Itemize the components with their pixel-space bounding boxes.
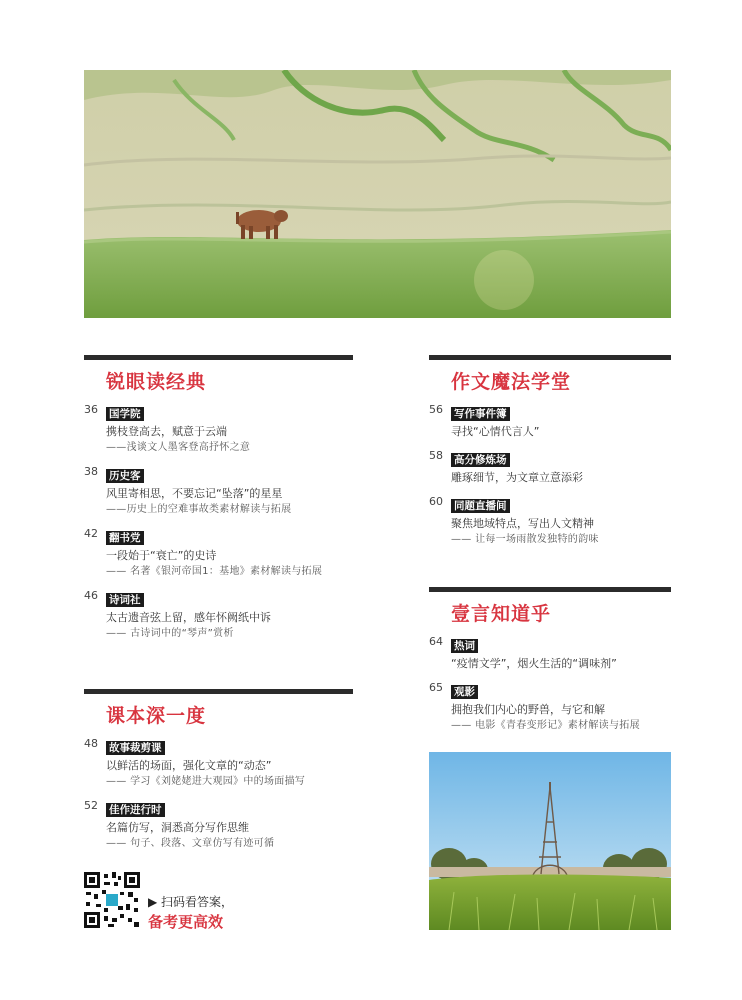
column-tag: 翻书党	[106, 531, 144, 545]
section-right-2	[429, 587, 671, 734]
column-tag: 写作事件簿	[451, 407, 510, 421]
article-title: 聚焦地域特点，写出人文精神	[451, 517, 594, 530]
page-number: 42	[84, 527, 98, 540]
page-number: 52	[84, 799, 98, 812]
toc-entry[interactable]	[429, 402, 671, 440]
article-subtitle: ——历史上的空难事故类素材解读与拓展	[106, 504, 292, 515]
section-rule	[84, 355, 353, 360]
column-tag: 诗词社	[106, 593, 144, 607]
article-subtitle: —— 让每一场雨散发独特的韵味	[451, 534, 599, 545]
section-title: 课本深一度	[106, 705, 207, 727]
qr-code[interactable]	[84, 872, 140, 928]
page-number: 60	[429, 495, 443, 508]
scan-slogan: 备考更高效	[148, 913, 224, 931]
article-title: 名篇仿写，洞悉高分写作思维	[106, 821, 249, 834]
page-number: 38	[84, 465, 98, 478]
page-number: 48	[84, 737, 98, 750]
section-rule	[429, 587, 671, 592]
page-number: 56	[429, 403, 443, 416]
toc-entry[interactable]	[84, 402, 353, 456]
toc-entry[interactable]	[84, 736, 353, 790]
article-title: 寻找“心情代言人”	[451, 425, 540, 438]
article-subtitle: —— 电影《青春变形记》素材解读与拓展	[451, 720, 640, 731]
toc-entry[interactable]	[429, 448, 671, 486]
toc-entry[interactable]	[429, 680, 671, 734]
article-title: 风里寄相思，不要忘记“坠落”的星星	[106, 487, 283, 500]
toc-entry[interactable]	[84, 526, 353, 580]
article-title: 以鲜活的场面，强化文章的“动态”	[106, 759, 272, 772]
column-tag: 历史客	[106, 469, 144, 483]
article-subtitle: —— 句子、段落、文章仿写有迹可循	[106, 838, 275, 849]
page-number: 58	[429, 449, 443, 462]
toc-entry[interactable]	[84, 464, 353, 518]
toc-entry[interactable]	[84, 798, 353, 852]
qr-code-graphic	[84, 872, 140, 928]
article-title: 拥抱我们内心的野兽，与它和解	[451, 703, 605, 716]
article-title: 太古遗音弦上留，感年怀阙纸中诉	[106, 611, 271, 624]
column-tag: 观影	[451, 685, 478, 699]
section-rule	[429, 355, 671, 360]
toc-entry[interactable]	[429, 634, 671, 672]
article-title: 一段始于“衰亡”的史诗	[106, 549, 217, 562]
section-left-2	[84, 689, 353, 852]
section-rule	[84, 689, 353, 694]
page-number: 36	[84, 403, 98, 416]
section-title: 作文魔法学堂	[451, 371, 572, 393]
column-tag: 佳作进行时	[106, 803, 165, 817]
eiffel-illustration	[429, 752, 671, 930]
article-subtitle: —— 名著《银河帝国1：基地》素材解读与拓展	[106, 566, 323, 577]
section-title: 锐眼读经典	[106, 371, 207, 393]
section-title: 壹言知道乎	[451, 603, 552, 625]
article-subtitle: —— 学习《刘姥姥进大观园》中的场面描写	[106, 776, 306, 787]
column-tag: 高分修炼场	[451, 453, 510, 467]
article-title: 携枝登高去，赋意于云端	[106, 425, 227, 438]
column-tag: 故事裁剪课	[106, 741, 165, 755]
scan-prompt: ▶ 扫码看答案，	[148, 895, 234, 909]
page-number: 64	[429, 635, 443, 648]
grassland-illustration	[84, 70, 671, 318]
column-tag: 国学院	[106, 407, 144, 421]
article-title: 雕琢细节，为文章立意添彩	[451, 471, 583, 484]
toc-entry[interactable]	[429, 494, 671, 548]
article-subtitle: —— 古诗词中的“琴声”赏析	[106, 628, 234, 639]
hero-photo-grassland-cow	[84, 70, 671, 318]
eiffel-tower-photo	[429, 752, 671, 930]
article-title: “疫情文学”，烟火生活的“调味剂”	[451, 657, 617, 670]
page-number: 46	[84, 589, 98, 602]
section-right-1	[429, 355, 671, 548]
article-subtitle: ——浅谈文人墨客登高抒怀之意	[106, 442, 251, 453]
column-tag: 热词	[451, 639, 478, 653]
column-tag: 同题直播间	[451, 499, 510, 513]
section-left-1	[84, 355, 353, 642]
toc-entry[interactable]	[84, 588, 353, 642]
page-number: 65	[429, 681, 443, 694]
